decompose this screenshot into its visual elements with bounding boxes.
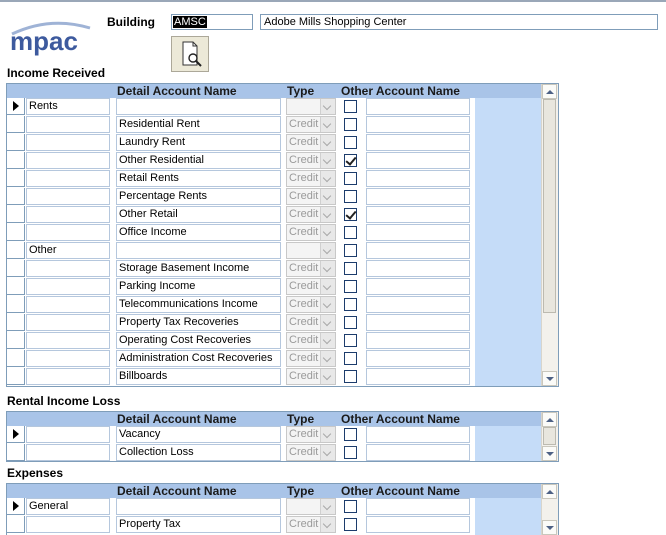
type-value: Credit — [289, 370, 319, 382]
dropdown-arrow-icon[interactable] — [320, 261, 335, 276]
other-account-name-cell[interactable] — [366, 444, 470, 461]
type-dropdown[interactable] — [286, 332, 336, 349]
dropdown-arrow-icon[interactable] — [320, 427, 335, 442]
scroll-down-button[interactable] — [542, 520, 557, 535]
building-code-field[interactable] — [171, 14, 253, 30]
dropdown-arrow-icon[interactable] — [320, 117, 335, 132]
building-code-value: AMSC — [174, 16, 206, 28]
scroll-up-button[interactable] — [542, 484, 557, 499]
group-name-cell[interactable] — [26, 516, 110, 533]
other-account-checkbox[interactable] — [344, 172, 357, 185]
row-selector[interactable] — [7, 426, 25, 443]
group-name-cell[interactable] — [26, 116, 110, 133]
table-row[interactable] — [7, 368, 542, 386]
row-selector[interactable] — [7, 188, 25, 205]
other-account-checkbox[interactable] — [344, 154, 357, 167]
expenses-title: Expenses — [7, 466, 64, 480]
type-dropdown[interactable] — [286, 260, 336, 277]
row-selector[interactable] — [7, 170, 25, 187]
header-other-account-name: Other Account Name — [341, 84, 460, 98]
type-value: Credit — [289, 226, 319, 238]
type-dropdown[interactable] — [286, 278, 336, 295]
detail-account-name-cell[interactable]: Property Tax — [116, 516, 281, 533]
detail-account-name-cell[interactable]: Telecommunications Income — [116, 296, 281, 313]
type-dropdown[interactable] — [286, 350, 336, 367]
vertical-scrollbar[interactable] — [541, 84, 558, 386]
detail-account-name-cell[interactable]: Vacancy — [116, 426, 281, 443]
header-type: Type — [287, 484, 315, 498]
type-dropdown[interactable] — [286, 152, 336, 169]
header-type: Type — [287, 412, 315, 426]
header-detail-account-name: Detail Account Name — [117, 84, 237, 98]
detail-account-name-cell[interactable]: Residential Rent — [116, 116, 281, 133]
other-account-checkbox[interactable] — [344, 190, 357, 203]
table-row[interactable] — [7, 314, 542, 332]
group-name-cell[interactable] — [26, 314, 110, 331]
table-row[interactable] — [7, 296, 542, 314]
header-other-account-name: Other Account Name — [341, 484, 460, 498]
row-selector[interactable] — [7, 332, 25, 349]
header-other-account-name: Other Account Name — [341, 412, 460, 426]
detail-account-name-cell[interactable]: Billboards — [116, 368, 281, 385]
other-account-name-cell[interactable] — [366, 152, 470, 169]
table-row[interactable] — [7, 188, 542, 206]
window-top-border — [0, 0, 666, 2]
current-row-arrow-icon — [13, 501, 19, 511]
row-selector[interactable] — [7, 498, 25, 515]
scroll-up-button[interactable] — [542, 84, 557, 99]
other-account-name-cell[interactable] — [366, 332, 470, 349]
type-dropdown[interactable] — [286, 368, 336, 385]
table-row[interactable] — [7, 242, 542, 260]
table-row[interactable] — [7, 332, 542, 350]
other-account-checkbox[interactable] — [344, 136, 357, 149]
row-selector[interactable] — [7, 134, 25, 151]
other-account-checkbox[interactable] — [344, 352, 357, 365]
type-value: Credit — [289, 172, 319, 184]
detail-account-name-cell[interactable]: Percentage Rents — [116, 188, 281, 205]
row-selector[interactable] — [7, 516, 25, 533]
scrollbar-thumb[interactable] — [543, 427, 556, 445]
type-value: Credit — [289, 136, 319, 148]
table-row[interactable] — [7, 170, 542, 188]
header-detail-account-name: Detail Account Name — [117, 484, 237, 498]
table-row[interactable] — [7, 350, 542, 368]
other-account-name-cell[interactable] — [366, 98, 470, 115]
type-value: Credit — [289, 428, 319, 440]
other-account-name-cell[interactable] — [366, 516, 470, 533]
type-value: Credit — [289, 208, 319, 220]
other-account-name-cell[interactable] — [366, 116, 470, 133]
group-name-cell[interactable]: Other — [26, 242, 110, 259]
mpac-logo — [6, 14, 94, 58]
income-grid — [6, 83, 559, 387]
other-account-name-cell[interactable] — [366, 296, 470, 313]
row-selector[interactable] — [7, 260, 25, 277]
type-value: Credit — [289, 190, 319, 202]
current-row-arrow-icon — [13, 429, 19, 439]
other-account-name-cell[interactable] — [366, 368, 470, 385]
print-preview-button[interactable] — [171, 36, 209, 72]
row-selector[interactable] — [7, 444, 25, 461]
type-dropdown[interactable] — [286, 314, 336, 331]
table-row[interactable] — [7, 98, 542, 116]
scroll-down-button[interactable] — [542, 371, 557, 386]
other-account-checkbox[interactable] — [344, 446, 357, 459]
rental-income-loss-title: Rental Income Loss — [7, 394, 121, 408]
table-row[interactable] — [7, 260, 542, 278]
type-dropdown[interactable] — [286, 242, 336, 259]
detail-account-name-cell[interactable]: Other Retail — [116, 206, 281, 223]
vertical-scrollbar[interactable] — [541, 484, 558, 535]
group-name-cell[interactable] — [26, 188, 110, 205]
vertical-scrollbar[interactable] — [541, 412, 558, 461]
dropdown-arrow-icon[interactable] — [320, 279, 335, 294]
other-account-checkbox[interactable] — [344, 334, 357, 347]
other-account-name-cell[interactable] — [366, 170, 470, 187]
group-name-cell[interactable]: General — [26, 498, 110, 515]
other-account-name-cell[interactable] — [366, 206, 470, 223]
type-dropdown[interactable] — [286, 206, 336, 223]
row-selector[interactable] — [7, 98, 25, 115]
other-account-checkbox[interactable] — [344, 208, 357, 221]
type-value: Credit — [289, 262, 319, 274]
other-account-name-cell[interactable] — [366, 224, 470, 241]
other-account-name-cell[interactable] — [366, 260, 470, 277]
expenses-grid — [6, 483, 559, 535]
group-name-cell[interactable] — [26, 224, 110, 241]
row-selector[interactable] — [7, 206, 25, 223]
type-dropdown[interactable] — [286, 134, 336, 151]
dropdown-arrow-icon[interactable] — [320, 171, 335, 186]
dropdown-arrow-icon[interactable] — [320, 369, 335, 384]
scroll-up-button[interactable] — [542, 412, 557, 427]
other-account-name-cell[interactable] — [366, 134, 470, 151]
dropdown-arrow-icon[interactable] — [320, 351, 335, 366]
building-label: Building — [107, 15, 155, 29]
group-name-cell[interactable]: Rents — [26, 98, 110, 115]
other-account-checkbox[interactable] — [344, 298, 357, 311]
row-selector[interactable] — [7, 242, 25, 259]
rental-loss-grid — [6, 411, 559, 462]
detail-account-name-cell[interactable]: Laundry Rent — [116, 134, 281, 151]
group-name-cell[interactable] — [26, 152, 110, 169]
group-name-cell[interactable] — [26, 170, 110, 187]
type-dropdown[interactable] — [286, 188, 336, 205]
group-name-cell[interactable] — [26, 296, 110, 313]
other-account-checkbox[interactable] — [344, 370, 357, 383]
detail-account-name-cell[interactable]: Office Income — [116, 224, 281, 241]
detail-account-name-cell[interactable]: Retail Rents — [116, 170, 281, 187]
detail-account-name-cell[interactable] — [116, 498, 281, 515]
grid-header — [7, 412, 542, 426]
dropdown-arrow-icon[interactable] — [320, 243, 335, 258]
other-account-checkbox[interactable] — [344, 226, 357, 239]
dropdown-arrow-icon[interactable] — [320, 189, 335, 204]
dropdown-arrow-icon[interactable] — [320, 445, 335, 460]
svg-text:mpac: mpac — [10, 26, 78, 56]
table-row[interactable] — [7, 516, 542, 534]
dropdown-arrow-icon[interactable] — [320, 315, 335, 330]
type-value: Credit — [289, 154, 319, 166]
group-name-cell[interactable] — [26, 444, 110, 461]
other-account-checkbox[interactable] — [344, 316, 357, 329]
current-row-arrow-icon — [13, 101, 19, 111]
grid-header — [7, 484, 542, 498]
dropdown-arrow-icon[interactable] — [320, 517, 335, 532]
type-dropdown[interactable] — [286, 516, 336, 533]
type-dropdown[interactable] — [286, 224, 336, 241]
type-value: Credit — [289, 118, 319, 130]
building-name-field[interactable]: Adobe Mills Shopping Center — [260, 14, 658, 30]
table-row[interactable] — [7, 426, 542, 444]
income-received-title: Income Received — [7, 66, 106, 80]
scrollbar-thumb[interactable] — [543, 99, 556, 313]
group-name-cell[interactable] — [26, 350, 110, 367]
row-selector[interactable] — [7, 296, 25, 313]
detail-account-name-cell[interactable]: Other Residential — [116, 152, 281, 169]
other-account-checkbox[interactable] — [344, 262, 357, 275]
type-value: Credit — [289, 518, 319, 530]
type-value: Credit — [289, 334, 319, 346]
other-account-checkbox[interactable] — [344, 518, 357, 531]
dropdown-arrow-icon[interactable] — [320, 297, 335, 312]
group-name-cell[interactable] — [26, 278, 110, 295]
other-account-name-cell[interactable] — [366, 350, 470, 367]
other-account-name-cell[interactable] — [366, 498, 470, 515]
row-selector[interactable] — [7, 116, 25, 133]
table-row[interactable] — [7, 444, 542, 462]
dropdown-arrow-icon[interactable] — [320, 135, 335, 150]
other-account-name-cell[interactable] — [366, 426, 470, 443]
type-dropdown[interactable] — [286, 98, 336, 115]
other-account-name-cell[interactable] — [366, 314, 470, 331]
type-value: Credit — [289, 446, 319, 458]
other-account-checkbox[interactable] — [344, 118, 357, 131]
dropdown-arrow-icon[interactable] — [320, 499, 335, 514]
other-account-checkbox[interactable] — [344, 500, 357, 513]
table-row[interactable] — [7, 224, 542, 242]
detail-account-name-cell[interactable]: Administration Cost Recoveries — [116, 350, 281, 367]
detail-account-name-cell[interactable]: Parking Income — [116, 278, 281, 295]
type-dropdown[interactable] — [286, 498, 336, 515]
group-name-cell[interactable] — [26, 368, 110, 385]
dropdown-arrow-icon[interactable] — [320, 333, 335, 348]
detail-account-name-cell[interactable] — [116, 98, 281, 115]
other-account-checkbox[interactable] — [344, 244, 357, 257]
scroll-down-button[interactable] — [542, 446, 557, 461]
group-name-cell[interactable] — [26, 260, 110, 277]
grid-header — [7, 84, 542, 98]
type-value: Credit — [289, 352, 319, 364]
other-account-checkbox[interactable] — [344, 100, 357, 113]
dropdown-arrow-icon[interactable] — [320, 153, 335, 168]
other-account-name-cell[interactable] — [366, 278, 470, 295]
type-dropdown[interactable] — [286, 170, 336, 187]
type-value: Credit — [289, 298, 319, 310]
detail-account-name-cell[interactable]: Property Tax Recoveries — [116, 314, 281, 331]
header-detail-account-name: Detail Account Name — [117, 412, 237, 426]
type-dropdown[interactable] — [286, 444, 336, 461]
group-name-cell[interactable] — [26, 206, 110, 223]
table-row[interactable] — [7, 206, 542, 224]
row-selector[interactable] — [7, 224, 25, 241]
row-selector[interactable] — [7, 278, 25, 295]
other-account-checkbox[interactable] — [344, 280, 357, 293]
row-selector[interactable] — [7, 350, 25, 367]
group-name-cell[interactable] — [26, 332, 110, 349]
header-type: Type — [287, 84, 315, 98]
detail-account-name-cell[interactable]: Storage Basement Income — [116, 260, 281, 277]
table-row[interactable] — [7, 116, 542, 134]
table-row[interactable] — [7, 278, 542, 296]
row-selector[interactable] — [7, 368, 25, 385]
detail-account-name-cell[interactable]: Operating Cost Recoveries — [116, 332, 281, 349]
dropdown-arrow-icon[interactable] — [320, 207, 335, 222]
dropdown-arrow-icon[interactable] — [320, 225, 335, 240]
other-account-name-cell[interactable] — [366, 242, 470, 259]
type-dropdown[interactable] — [286, 116, 336, 133]
table-row[interactable] — [7, 152, 542, 170]
print-preview-icon — [172, 37, 208, 71]
detail-account-name-cell[interactable] — [116, 242, 281, 259]
other-account-name-cell[interactable] — [366, 188, 470, 205]
type-dropdown[interactable] — [286, 296, 336, 313]
type-value: Credit — [289, 316, 319, 328]
other-account-checkbox[interactable] — [344, 428, 357, 441]
row-selector[interactable] — [7, 314, 25, 331]
group-name-cell[interactable] — [26, 134, 110, 151]
table-row[interactable] — [7, 134, 542, 152]
table-row[interactable] — [7, 498, 542, 516]
dropdown-arrow-icon[interactable] — [320, 99, 335, 114]
row-selector[interactable] — [7, 152, 25, 169]
group-name-cell[interactable] — [26, 426, 110, 443]
detail-account-name-cell[interactable]: Collection Loss — [116, 444, 281, 461]
type-dropdown[interactable] — [286, 426, 336, 443]
type-value: Credit — [289, 280, 319, 292]
